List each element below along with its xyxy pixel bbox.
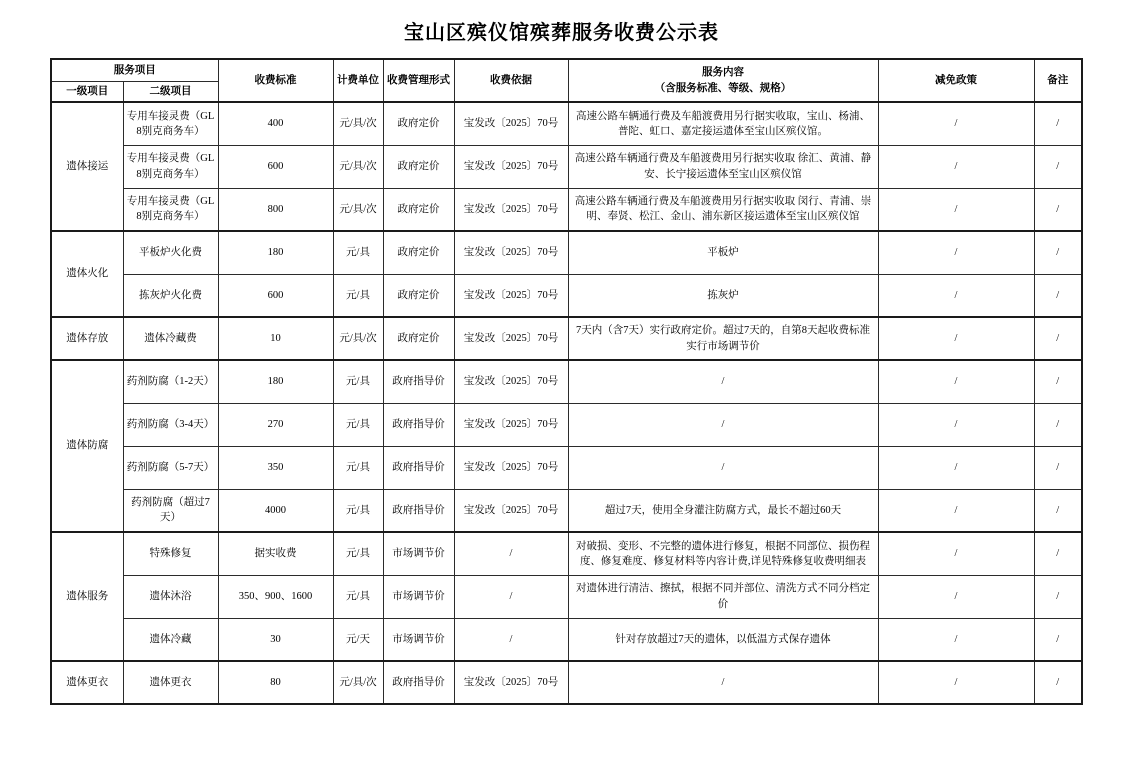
cell-fee: 270 — [218, 403, 333, 446]
cell-unit: 元/具/次 — [333, 102, 383, 145]
header-service-content-line2: （含服务标准、等级、规格） — [654, 81, 792, 94]
cell-content: 高速公路车辆通行费及车船渡费用另行据实收取，宝山、杨浦、普陀、虹口、嘉定接运遗体至宝山区殡仪馆。 — [568, 102, 878, 145]
cell-fee: 80 — [218, 661, 333, 704]
cell-level1: 遗体服务 — [51, 532, 123, 661]
cell-level2: 遗体冷藏费 — [123, 317, 218, 360]
cell-fee: 180 — [218, 231, 333, 274]
cell-mgmt: 政府定价 — [383, 231, 454, 274]
cell-remark: / — [1034, 403, 1082, 446]
cell-reduction: / — [878, 317, 1034, 360]
cell-remark: / — [1034, 231, 1082, 274]
cell-reduction: / — [878, 661, 1034, 704]
cell-unit: 元/天 — [333, 618, 383, 661]
cell-reduction: / — [878, 446, 1034, 489]
cell-content: 超过7天，使用全身灌注防腐方式，最长不超过60天 — [568, 489, 878, 532]
cell-remark: / — [1034, 575, 1082, 618]
table-row — [51, 274, 1082, 317]
cell-basis: 宝发改〔2025〕70号 — [454, 489, 568, 532]
table-row — [51, 403, 1082, 446]
cell-fee: 据实收费 — [218, 532, 333, 575]
cell-remark: / — [1034, 489, 1082, 532]
cell-remark: / — [1034, 532, 1082, 575]
cell-reduction: / — [878, 188, 1034, 231]
table-row — [51, 446, 1082, 489]
cell-basis: 宝发改〔2025〕70号 — [454, 317, 568, 360]
cell-mgmt: 政府指导价 — [383, 403, 454, 446]
cell-level1: 遗体存放 — [51, 317, 123, 360]
cell-unit: 元/具/次 — [333, 317, 383, 360]
cell-level2: 遗体冷藏 — [123, 618, 218, 661]
cell-mgmt: 政府指导价 — [383, 489, 454, 532]
cell-reduction: / — [878, 532, 1034, 575]
cell-unit: 元/具 — [333, 231, 383, 274]
cell-basis: 宝发改〔2025〕70号 — [454, 446, 568, 489]
fee-table — [50, 58, 1083, 705]
cell-content: 高速公路车辆通行费及车船渡费用另行据实收取 徐汇、黄浦、静安、长宁接运遗体至宝山区殡仪馆 — [568, 145, 878, 188]
header-reduction-policy: 减免政策 — [878, 59, 1034, 102]
cell-basis: / — [454, 618, 568, 661]
cell-fee: 180 — [218, 360, 333, 403]
cell-remark: / — [1034, 145, 1082, 188]
cell-mgmt: 政府指导价 — [383, 661, 454, 704]
cell-mgmt: 市场调节价 — [383, 575, 454, 618]
table-row — [51, 188, 1082, 231]
cell-remark: / — [1034, 446, 1082, 489]
cell-content: / — [568, 446, 878, 489]
cell-unit: 元/具 — [333, 274, 383, 317]
cell-level2: 专用车接灵费（GL8别克商务车） — [123, 188, 218, 231]
cell-fee: 800 — [218, 188, 333, 231]
cell-basis: 宝发改〔2025〕70号 — [454, 274, 568, 317]
cell-unit: 元/具/次 — [333, 188, 383, 231]
table-row — [51, 489, 1082, 532]
cell-level2: 遗体更衣 — [123, 661, 218, 704]
cell-remark: / — [1034, 661, 1082, 704]
cell-level2: 药剂防腐（3-4天） — [123, 403, 218, 446]
cell-content: 高速公路车辆通行费及车船渡费用另行据实收取 闵行、青浦、崇明、奉贤、松江、金山、浦东新区接运遗体至宝山区殡仪馆 — [568, 188, 878, 231]
cell-reduction: / — [878, 102, 1034, 145]
cell-mgmt: 政府定价 — [383, 274, 454, 317]
cell-unit: 元/具 — [333, 575, 383, 618]
cell-mgmt: 政府指导价 — [383, 446, 454, 489]
cell-reduction: / — [878, 145, 1034, 188]
cell-basis: / — [454, 532, 568, 575]
cell-remark: / — [1034, 317, 1082, 360]
cell-unit: 元/具 — [333, 446, 383, 489]
cell-fee: 4000 — [218, 489, 333, 532]
cell-fee: 600 — [218, 274, 333, 317]
cell-reduction: / — [878, 403, 1034, 446]
cell-remark: / — [1034, 618, 1082, 661]
cell-level2: 拣灰炉火化费 — [123, 274, 218, 317]
cell-content: 拣灰炉 — [568, 274, 878, 317]
header-service-content-line1: 服务内容 — [702, 65, 744, 78]
cell-level2: 药剂防腐（5-7天） — [123, 446, 218, 489]
cell-remark: / — [1034, 188, 1082, 231]
cell-content: 7天内（含7天）实行政府定价。超过7天的，自第8天起收费标准实行市场调节价 — [568, 317, 878, 360]
table-row — [51, 360, 1082, 403]
cell-remark: / — [1034, 102, 1082, 145]
table-row — [51, 618, 1082, 661]
cell-unit: 元/具 — [333, 532, 383, 575]
cell-content: 针对存放超过7天的遗体，以低温方式保存遗体 — [568, 618, 878, 661]
cell-reduction: / — [878, 575, 1034, 618]
header-fee-basis: 收费依据 — [454, 59, 568, 102]
cell-remark: / — [1034, 274, 1082, 317]
cell-reduction: / — [878, 274, 1034, 317]
cell-reduction: / — [878, 231, 1034, 274]
cell-level2: 特殊修复 — [123, 532, 218, 575]
cell-level2: 平板炉火化费 — [123, 231, 218, 274]
cell-mgmt: 市场调节价 — [383, 618, 454, 661]
cell-basis: 宝发改〔2025〕70号 — [454, 102, 568, 145]
header-service-item-group: 服务项目 — [51, 59, 218, 81]
cell-mgmt: 政府定价 — [383, 102, 454, 145]
cell-unit: 元/具 — [333, 360, 383, 403]
header-fee-standard: 收费标准 — [218, 59, 333, 102]
table-row — [51, 532, 1082, 575]
table-row — [51, 102, 1082, 145]
header-service-content — [568, 59, 878, 102]
cell-content: 对遗体进行清洁、擦拭，根据不同并部位、清洗方式不同分档定价 — [568, 575, 878, 618]
cell-fee: 10 — [218, 317, 333, 360]
cell-mgmt: 市场调节价 — [383, 532, 454, 575]
table-row — [51, 317, 1082, 360]
cell-basis: 宝发改〔2025〕70号 — [454, 145, 568, 188]
cell-basis: 宝发改〔2025〕70号 — [454, 661, 568, 704]
header-remarks: 备注 — [1034, 59, 1082, 102]
cell-reduction: / — [878, 489, 1034, 532]
cell-unit: 元/具 — [333, 489, 383, 532]
cell-level1: 遗体防腐 — [51, 360, 123, 532]
header-billing-unit: 计费单位 — [333, 59, 383, 102]
cell-fee: 400 — [218, 102, 333, 145]
cell-mgmt: 政府定价 — [383, 188, 454, 231]
cell-basis: 宝发改〔2025〕70号 — [454, 188, 568, 231]
cell-unit: 元/具 — [333, 403, 383, 446]
table-row — [51, 575, 1082, 618]
cell-basis: 宝发改〔2025〕70号 — [454, 231, 568, 274]
table-row — [51, 145, 1082, 188]
cell-fee: 350 — [218, 446, 333, 489]
cell-level2: 遗体沐浴 — [123, 575, 218, 618]
header-level1: 一级项目 — [51, 81, 123, 102]
header-level2: 二级项目 — [123, 81, 218, 102]
table-row — [51, 661, 1082, 704]
cell-basis: 宝发改〔2025〕70号 — [454, 403, 568, 446]
cell-remark: / — [1034, 360, 1082, 403]
cell-content: / — [568, 403, 878, 446]
cell-content: 平板炉 — [568, 231, 878, 274]
cell-content: / — [568, 661, 878, 704]
cell-unit: 元/具/次 — [333, 145, 383, 188]
cell-mgmt: 政府定价 — [383, 145, 454, 188]
cell-fee: 350、900、1600 — [218, 575, 333, 618]
cell-level2: 药剂防腐（超过7天） — [123, 489, 218, 532]
cell-level2: 药剂防腐（1-2天） — [123, 360, 218, 403]
cell-fee: 600 — [218, 145, 333, 188]
cell-mgmt: 政府指导价 — [383, 360, 454, 403]
cell-reduction: / — [878, 618, 1034, 661]
header-fee-management: 收费管理形式 — [383, 59, 454, 102]
cell-level1: 遗体火化 — [51, 231, 123, 317]
cell-content: 对破损、变形、不完整的遗体进行修复，根据不同部位、损伤程度、修复难度、修复材料等内容计费,详见特殊修复收费明细表 — [568, 532, 878, 575]
cell-level1: 遗体接运 — [51, 102, 123, 231]
cell-level2: 专用车接灵费（GL8别克商务车） — [123, 102, 218, 145]
cell-level2: 专用车接灵费（GL8别克商务车） — [123, 145, 218, 188]
cell-basis: / — [454, 575, 568, 618]
cell-fee: 30 — [218, 618, 333, 661]
page-title: 宝山区殡仪馆殡葬服务收费公示表 — [404, 22, 719, 44]
cell-content: / — [568, 360, 878, 403]
cell-reduction: / — [878, 360, 1034, 403]
cell-basis: 宝发改〔2025〕70号 — [454, 360, 568, 403]
table-row — [51, 231, 1082, 274]
cell-level1: 遗体更衣 — [51, 661, 123, 704]
cell-unit: 元/具/次 — [333, 661, 383, 704]
cell-mgmt: 政府定价 — [383, 317, 454, 360]
